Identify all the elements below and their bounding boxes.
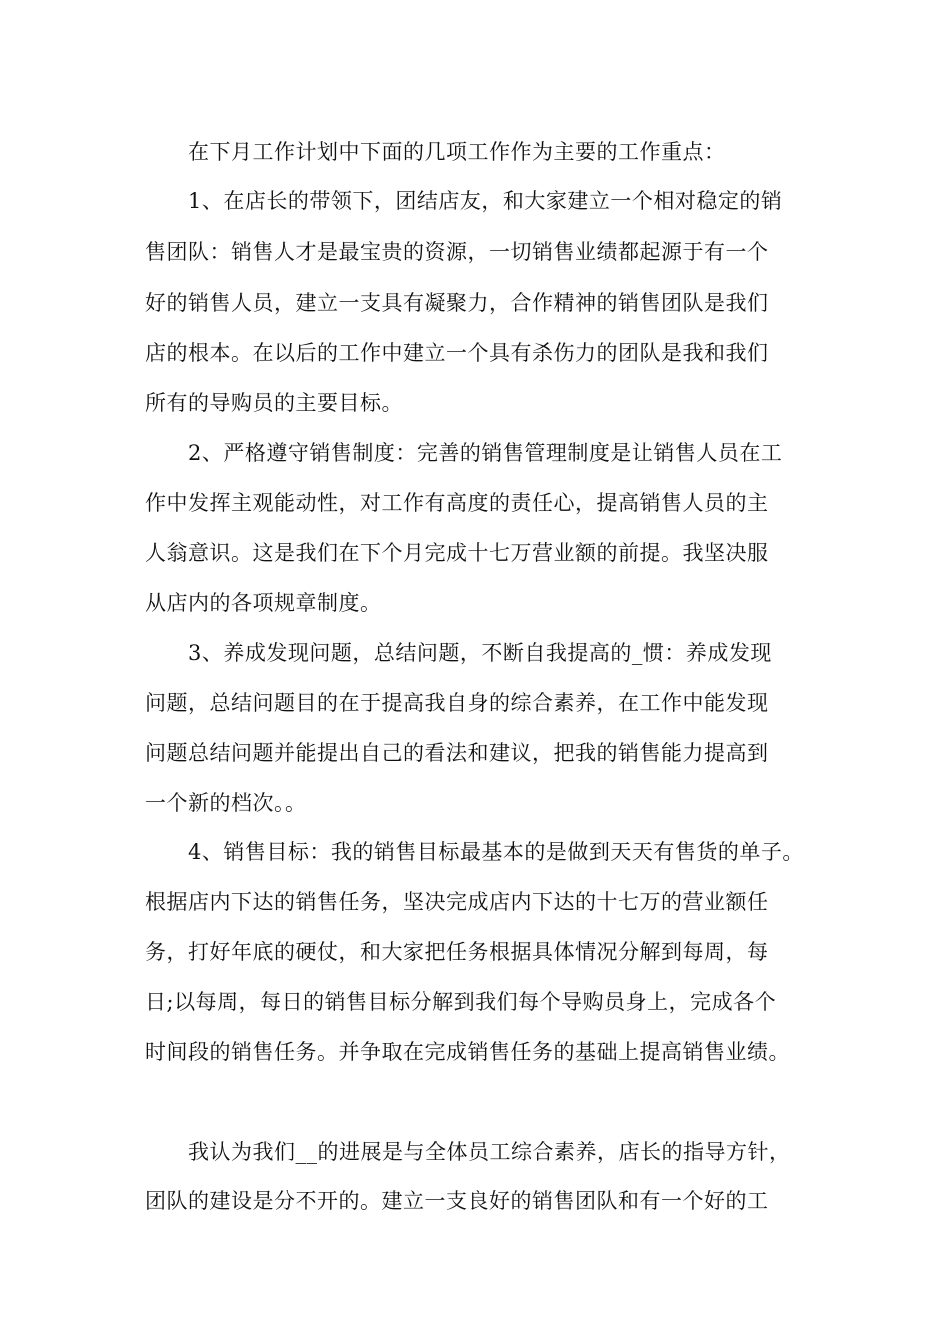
item-1-line-3: 好的销售人员，建立一支具有凝聚力，合作精神的销售团队是我们	[145, 291, 769, 315]
item-1-line-1: 1、在店长的带领下，团结店友，和大家建立一个相对稳定的销	[188, 189, 783, 213]
item-3-line-1: 3、养成发现问题，总结问题，不断自我提高的_惯：养成发现	[188, 641, 772, 665]
item-4-line-3: 务，打好年底的硬仗，和大家把任务根据具体情况分解到每周，每	[145, 940, 769, 964]
item-1-line-5: 所有的导购员的主要目标。	[145, 391, 403, 415]
item-3-line-2: 问题，总结问题目的在于提高我自身的综合素养，在工作中能发现	[145, 691, 769, 715]
item-3-line-3: 问题总结问题并能提出自己的看法和建议，把我的销售能力提高到	[145, 741, 769, 765]
item-2-line-1: 2、严格遵守销售制度：完善的销售管理制度是让销售人员在工	[188, 441, 783, 465]
item-3-line-4: 一个新的档次。。	[145, 791, 307, 815]
item-4-line-1: 4、销售目标：我的销售目标最基本的是做到天天有售货的单子。	[188, 840, 804, 864]
intro-line: 在下月工作计划中下面的几项工作作为主要的工作重点：	[188, 140, 726, 164]
item-4-line-5: 时间段的销售任务。并争取在完成销售任务的基础上提高销售业绩。	[145, 1040, 790, 1064]
item-1-line-2: 售团队：销售人才是最宝贵的资源，一切销售业绩都起源于有一个	[145, 240, 769, 264]
item-2-line-2: 作中发挥主观能动性，对工作有高度的责任心，提高销售人员的主	[145, 491, 769, 515]
item-2-line-4: 从店内的各项规章制度。	[145, 591, 382, 615]
item-1-line-4: 店的根本。在以后的工作中建立一个具有杀伤力的团队是我和我们	[145, 341, 769, 365]
item-4-line-2: 根据店内下达的销售任务，坚决完成店内下达的十七万的营业额任	[145, 890, 769, 914]
item-2-line-3: 人翁意识。这是我们在下个月完成十七万营业额的前提。我坚决服	[145, 541, 769, 565]
closing-line-2: 团队的建设是分不开的。建立一支良好的销售团队和有一个好的工	[145, 1189, 769, 1213]
item-4-line-4: 日;以每周，每日的销售目标分解到我们每个导购员身上，完成各个	[145, 990, 777, 1014]
closing-line-1: 我认为我们__的进展是与全体员工综合素养，店长的指导方针，	[188, 1140, 791, 1164]
